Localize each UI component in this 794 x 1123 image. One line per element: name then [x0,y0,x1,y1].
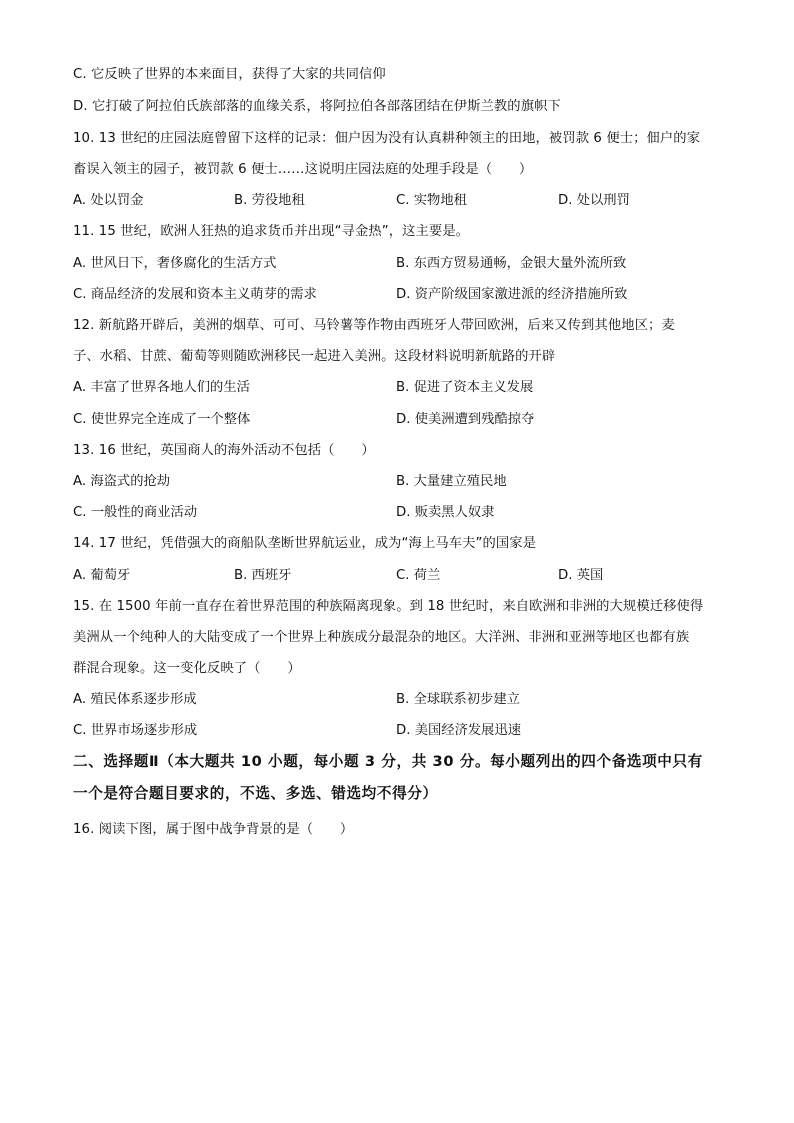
q10-option-d: D. 处以刑罚 [558,193,630,208]
q9-option-c: C. 它反映了世界的本来面目，获得了大家的共同信仰 [73,67,386,82]
q14-option-d: D. 英国 [558,568,604,583]
section-2-heading-line2: 一个是符合题目要求的，不选、多选、错选均不得分） [73,785,438,802]
q15-option-c: C. 世界市场逐步形成 [73,723,198,738]
q10-option-b: B. 劳役地租 [234,193,305,208]
section-2-heading-line1: 二、选择题Ⅱ（本大题共 10 小题，每小题 3 分，共 30 分。每小题列出的四个备选项中只有 [73,753,703,770]
q10-stem-line2: 畜误入领主的园子，被罚款 6 便士……这说明庄园法庭的处理手段是（ ） [73,162,533,177]
q11-option-d: D. 资产阶级国家激进派的经济措施所致 [396,287,628,302]
q10-option-a: A. 处以罚金 [73,193,144,208]
q11-option-a: A. 世风日下，奢侈腐化的生活方式 [73,256,277,271]
q15-stem-line3: 群混合现象。这一变化反映了（ ） [73,661,301,676]
q15-stem-line2: 美洲从一个纯种人的大陆变成了一个世界上种族成分最混杂的地区。大洋洲、非洲和亚洲等地区也都有族 [73,630,690,645]
q12-option-c: C. 使世界完全连成了一个整体 [73,412,251,427]
q13-option-c: C. 一般性的商业活动 [73,505,198,520]
q13-stem: 13. 16 世纪，英国商人的海外活动不包括（ ） [73,443,375,458]
q12-stem-line2: 子、水稻、甘蔗、葡萄等则随欧洲移民一起进入美洲。这段材料说明新航路的开辟 [73,349,556,364]
q10-option-c: C. 实物地租 [396,193,467,208]
q11-option-c: C. 商品经济的发展和资本主义萌芽的需求 [73,287,317,302]
q13-option-d: D. 贩卖黑人奴隶 [396,505,495,520]
q14-option-b: B. 西班牙 [234,568,292,583]
q15-stem-line1: 15. 在 1500 年前一直存在着世界范围的种族隔离现象。到 18 世纪时，来自欧洲和非洲的大规模迁移使得 [73,599,704,614]
q10-stem-line1: 10. 13 世纪的庄园法庭曾留下这样的记录：佃户因为没有认真耕种领主的田地，被罚款 6 便士；佃户的家 [73,131,701,146]
q12-option-a: A. 丰富了世界各地人们的生活 [73,380,250,395]
q11-stem: 11. 15 世纪，欧洲人狂热的追求货币并出现“寻金热”，这主要是。 [73,224,470,239]
q15-option-d: D. 美国经济发展迅速 [396,723,522,738]
q13-option-b: B. 大量建立殖民地 [396,474,507,489]
q14-stem: 14. 17 世纪，凭借强大的商船队垄断世界航运业，成为“海上马车夫”的国家是 [73,536,537,551]
q12-stem-line1: 12. 新航路开辟后，美洲的烟草、可可、马铃薯等作物由西班牙人带回欧洲，后来又传到其他地区；麦 [73,318,675,333]
q14-option-c: C. 荷兰 [396,568,441,583]
q12-option-d: D. 使美洲遭到残酷掠夺 [396,412,535,427]
q16-stem: 16. 阅读下图，属于图中战争背景的是（ ） [73,822,354,837]
q15-option-b: B. 全球联系初步建立 [396,692,520,707]
q11-option-b: B. 东西方贸易通畅，金银大量外流所致 [396,256,627,271]
q9-option-d: D. 它打破了阿拉伯氏族部落的血缘关系，将阿拉伯各部落团结在伊斯兰教的旗帜下 [73,99,561,114]
q14-option-a: A. 葡萄牙 [73,568,131,583]
q13-option-a: A. 海盗式的抢劫 [73,474,171,489]
q12-option-b: B. 促进了资本主义发展 [396,380,534,395]
q15-option-a: A. 殖民体系逐步形成 [73,692,197,707]
